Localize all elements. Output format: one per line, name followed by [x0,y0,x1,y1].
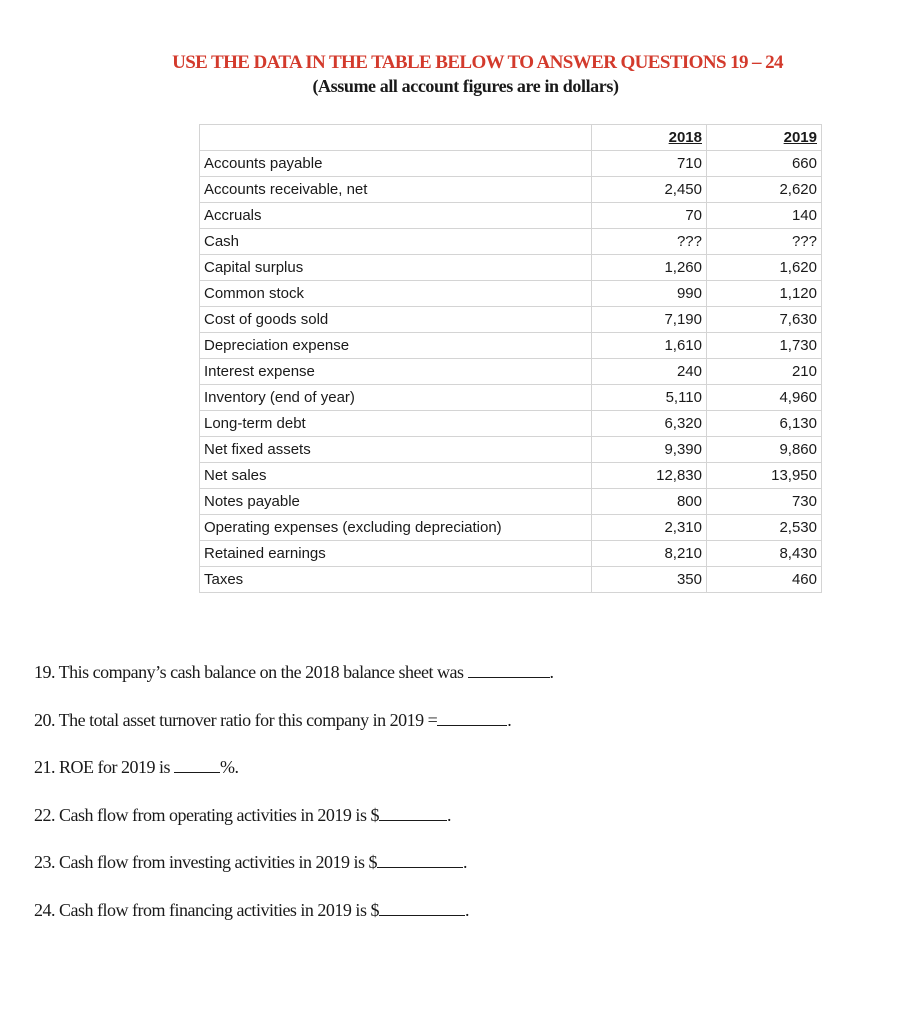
value-2018: 70 [592,203,707,229]
value-2019: 4,960 [707,385,822,411]
question-suffix: . [549,662,554,682]
question-20 [34,707,554,755]
question-suffix: . [462,852,467,873]
question-19 [34,659,554,707]
table-header-label [200,125,592,151]
question-text: 20. The total asset turnover ratio for this company in 2019 = [34,709,438,730]
answer-blank[interactable] [468,659,550,678]
value-2019: 8,430 [707,541,822,567]
row-label: Operating expenses (excluding depreciation) [200,515,592,541]
question-suffix: %. [220,757,239,778]
question-23 [34,849,554,897]
value-2018: 2,450 [592,177,707,203]
table-row [200,515,822,541]
question-suffix: . [507,709,512,730]
value-2019: 210 [707,359,822,385]
question-text: 23. Cash flow from investing activities in 2019 is $ [34,852,377,873]
value-2018: 5,110 [592,385,707,411]
question-text: 22. Cash flow from operating activities in 2019 is $ [34,804,379,825]
question-22 [34,802,554,850]
question-text: 21. ROE for 2019 is [34,757,170,778]
value-2019: 460 [707,567,822,593]
row-label: Capital surplus [200,255,592,281]
value-2019: 1,730 [707,333,822,359]
row-label: Inventory (end of year) [200,385,592,411]
row-label: Retained earnings [200,541,592,567]
question-21 [34,754,554,802]
value-2018: 9,390 [592,437,707,463]
value-2018: 240 [592,359,707,385]
row-label: Accounts payable [200,151,592,177]
row-label: Interest expense [200,359,592,385]
page-header [0,52,903,97]
row-label: Common stock [200,281,592,307]
value-2018: 990 [592,281,707,307]
answer-blank[interactable] [379,897,465,916]
value-2019: 6,130 [707,411,822,437]
value-2019: 9,860 [707,437,822,463]
value-2019: ??? [707,229,822,255]
value-2018: 1,260 [592,255,707,281]
table-row [200,307,822,333]
value-2018: 1,610 [592,333,707,359]
question-text: 19. This company’s cash balance on the 2018 balance sheet was [34,662,464,682]
table-row [200,255,822,281]
question-suffix: . [464,899,469,920]
value-2019: 1,120 [707,281,822,307]
table-row [200,567,822,593]
value-2018: 800 [592,489,707,515]
row-label: Depreciation expense [200,333,592,359]
table-row [200,489,822,515]
row-label: Accruals [200,203,592,229]
question-text: 24. Cash flow from financing activities in 2019 is $ [34,899,379,920]
answer-blank[interactable] [379,802,447,821]
table-row [200,463,822,489]
value-2019: 2,530 [707,515,822,541]
table-row [200,151,822,177]
row-label: Cost of goods sold [200,307,592,333]
value-2018: 12,830 [592,463,707,489]
row-label: Notes payable [200,489,592,515]
value-2018: 6,320 [592,411,707,437]
table-row [200,359,822,385]
value-2019: 13,950 [707,463,822,489]
table-header-2018: 2018 [592,125,707,151]
row-label: Net sales [200,463,592,489]
page-title: USE THE DATA IN THE TABLE BELOW TO ANSWER QUESTIONS 19 – 24 [172,52,783,73]
question-24 [34,897,554,945]
value-2018: 350 [592,567,707,593]
table-row [200,385,822,411]
table-row [200,177,822,203]
answer-blank[interactable] [174,754,220,773]
question-suffix: . [446,804,451,825]
value-2018: 2,310 [592,515,707,541]
row-label: Long-term debt [200,411,592,437]
value-2019: 7,630 [707,307,822,333]
value-2018: ??? [592,229,707,255]
answer-blank[interactable] [377,849,463,868]
value-2019: 140 [707,203,822,229]
table-row [200,333,822,359]
financial-data-table [199,124,822,593]
value-2019: 2,620 [707,177,822,203]
table-row [200,203,822,229]
value-2018: 710 [592,151,707,177]
row-label: Cash [200,229,592,255]
table-row [200,541,822,567]
table-header-row [200,125,822,151]
question-list [34,659,554,945]
value-2019: 660 [707,151,822,177]
value-2019: 730 [707,489,822,515]
page-subtitle: (Assume all account figures are in dollars) [312,76,619,96]
value-2018: 8,210 [592,541,707,567]
row-label: Taxes [200,567,592,593]
table-header-2019: 2019 [707,125,822,151]
table-row [200,411,822,437]
value-2019: 1,620 [707,255,822,281]
row-label: Accounts receivable, net [200,177,592,203]
value-2018: 7,190 [592,307,707,333]
row-label: Net fixed assets [200,437,592,463]
table-row [200,229,822,255]
table-row [200,281,822,307]
table-row [200,437,822,463]
answer-blank[interactable] [437,707,507,726]
